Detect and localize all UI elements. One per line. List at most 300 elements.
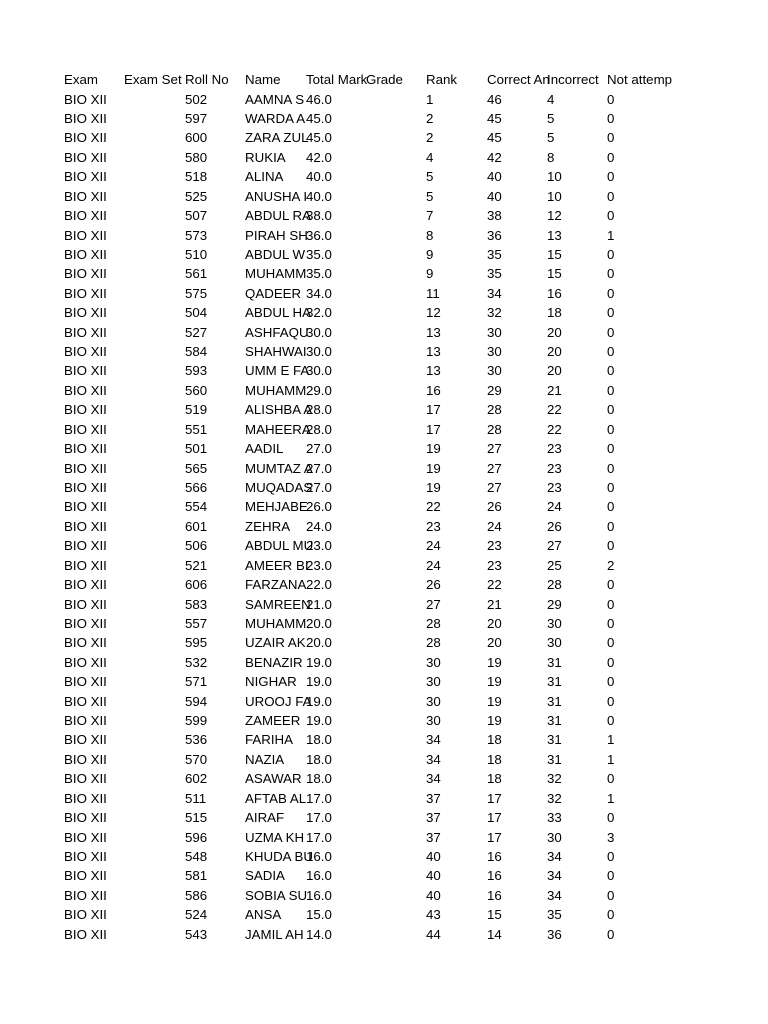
cell-incorrect: 15	[547, 246, 562, 262]
cell-name: MAHEERA	[245, 421, 311, 437]
cell-correct: 27	[487, 480, 502, 495]
cell-not-attempted: 1	[607, 227, 615, 243]
cell-correct: 38	[487, 208, 502, 224]
table-row	[64, 789, 684, 808]
cell-exam: BIO XII	[64, 926, 107, 942]
cell-not-attempted: 0	[607, 848, 615, 864]
cell-not-attempted: 0	[607, 907, 615, 923]
table-row	[64, 711, 684, 730]
cell-total-mark: 30.0	[306, 344, 332, 360]
cell-not-attempted: 1	[607, 751, 615, 767]
table-row	[64, 206, 684, 225]
cell-roll-no: 570	[185, 751, 208, 767]
cell-rank: 16	[426, 382, 441, 398]
cell-rank: 30	[426, 654, 441, 670]
cell-roll-no: 602	[185, 771, 208, 787]
cell-incorrect: 5	[547, 130, 555, 146]
cell-roll-no: 548	[185, 848, 208, 864]
cell-not-attempted: 0	[607, 713, 615, 729]
cell-rank: 19	[426, 480, 441, 495]
cell-roll-no: 586	[185, 887, 208, 903]
cell-correct: 20	[487, 635, 502, 651]
cell-incorrect: 10	[547, 188, 562, 204]
cell-not-attempted: 0	[607, 130, 615, 146]
cell-incorrect: 30	[547, 829, 562, 845]
cell-roll-no: 581	[185, 868, 208, 884]
cell-correct: 28	[487, 421, 502, 437]
cell-incorrect: 31	[547, 713, 562, 729]
cell-not-attempted: 0	[607, 266, 615, 282]
cell-exam: BIO XII	[64, 344, 107, 360]
cell-correct: 32	[487, 305, 502, 321]
cell-name: SOBIA SU	[245, 887, 308, 903]
cell-name: ASAWAR	[245, 771, 302, 787]
cell-incorrect: 29	[547, 596, 562, 612]
table-row	[64, 692, 684, 711]
cell-incorrect: 30	[547, 635, 562, 651]
cell-total-mark: 20.0	[306, 615, 332, 631]
cell-rank: 17	[426, 402, 441, 418]
cell-incorrect: 26	[547, 518, 562, 534]
cell-name: QADEER	[245, 285, 302, 301]
cell-roll-no: 511	[185, 790, 207, 806]
cell-correct: 42	[487, 149, 502, 165]
cell-exam: BIO XII	[64, 557, 107, 573]
cell-incorrect: 21	[547, 382, 562, 398]
cell-name: AIRAF	[245, 810, 285, 826]
cell-rank: 4	[426, 149, 434, 165]
cell-correct: 17	[487, 790, 502, 806]
cell-correct: 27	[487, 460, 502, 476]
cell-name: ALISHBA A	[245, 402, 313, 418]
cell-not-attempted: 0	[607, 926, 615, 942]
cell-correct: 30	[487, 324, 502, 340]
cell-roll-no: 536	[185, 732, 208, 748]
cell-name: MUQADAS	[245, 480, 313, 495]
cell-total-mark: 24.0	[306, 518, 332, 534]
header-total-mark: Total Mark	[306, 72, 368, 87]
cell-total-mark: 42.0	[306, 149, 332, 165]
cell-name: NIGHAR	[245, 674, 297, 690]
cell-name: RUKIA	[245, 149, 286, 165]
cell-rank: 30	[426, 674, 441, 690]
table-row	[64, 828, 684, 847]
cell-exam: BIO XII	[64, 577, 107, 593]
cell-total-mark: 17.0	[306, 829, 332, 845]
cell-rank: 9	[426, 246, 434, 262]
cell-correct: 35	[487, 266, 502, 282]
cell-not-attempted: 0	[607, 460, 615, 476]
cell-correct: 40	[487, 169, 502, 185]
cell-total-mark: 28.0	[306, 421, 332, 437]
cell-incorrect: 20	[547, 363, 562, 379]
cell-roll-no: 580	[185, 149, 208, 165]
cell-total-mark: 23.0	[306, 538, 332, 554]
cell-roll-no: 601	[185, 518, 208, 534]
table-row	[64, 342, 684, 361]
cell-total-mark: 18.0	[306, 771, 332, 787]
cell-roll-no: 515	[185, 810, 208, 826]
cell-correct: 16	[487, 887, 502, 903]
cell-not-attempted: 0	[607, 615, 615, 631]
cell-correct: 29	[487, 382, 502, 398]
cell-roll-no: 571	[185, 674, 208, 690]
cell-correct: 15	[487, 907, 502, 923]
cell-correct: 34	[487, 285, 502, 301]
cell-incorrect: 31	[547, 693, 562, 709]
cell-exam: BIO XII	[64, 538, 107, 554]
cell-exam: BIO XII	[64, 829, 107, 845]
cell-rank: 5	[426, 169, 434, 185]
cell-correct: 17	[487, 810, 502, 826]
cell-rank: 5	[426, 188, 434, 204]
cell-rank: 13	[426, 324, 441, 340]
cell-correct: 24	[487, 518, 502, 534]
cell-roll-no: 518	[185, 169, 208, 185]
cell-roll-no: 519	[185, 402, 208, 418]
table-row	[64, 653, 684, 672]
cell-rank: 13	[426, 363, 441, 379]
cell-rank: 37	[426, 810, 441, 826]
table-row	[64, 556, 684, 575]
cell-incorrect: 31	[547, 732, 562, 748]
header-incorrect: Incorrect	[547, 72, 599, 87]
cell-name: ZAMEER	[245, 713, 301, 729]
header-exam-set: Exam Set	[124, 72, 182, 87]
table-row	[64, 730, 684, 749]
cell-incorrect: 30	[547, 615, 562, 631]
cell-total-mark: 22.0	[306, 577, 332, 593]
cell-incorrect: 23	[547, 441, 562, 457]
cell-correct: 20	[487, 615, 502, 631]
cell-name: JAMIL AH	[245, 926, 304, 942]
cell-exam: BIO XII	[64, 111, 107, 127]
cell-exam: BIO XII	[64, 91, 107, 107]
cell-name: ZEHRA	[245, 518, 291, 534]
cell-name: UZMA KH	[245, 829, 305, 845]
table-row	[64, 905, 684, 924]
cell-exam: BIO XII	[64, 654, 107, 670]
cell-total-mark: 16.0	[306, 887, 332, 903]
table-row	[64, 187, 684, 206]
cell-incorrect: 16	[547, 285, 562, 301]
cell-correct: 46	[487, 91, 502, 107]
cell-not-attempted: 1	[607, 790, 615, 806]
table-row	[64, 808, 684, 827]
table-row	[64, 245, 684, 264]
cell-exam: BIO XII	[64, 635, 107, 651]
cell-exam: BIO XII	[64, 790, 107, 806]
cell-not-attempted: 0	[607, 596, 615, 612]
cell-roll-no: 551	[185, 421, 208, 437]
cell-rank: 28	[426, 635, 441, 651]
cell-total-mark: 28.0	[306, 402, 332, 418]
cell-incorrect: 31	[547, 654, 562, 670]
cell-total-mark: 34.0	[306, 285, 332, 301]
cell-name: FARIHA	[245, 732, 294, 748]
cell-name: KHUDA BU	[245, 848, 313, 864]
table-row	[64, 400, 684, 419]
cell-correct: 17	[487, 829, 502, 845]
table-row	[64, 439, 684, 458]
cell-correct: 23	[487, 538, 502, 554]
cell-total-mark: 19.0	[306, 713, 332, 729]
cell-exam: BIO XII	[64, 460, 107, 476]
cell-rank: 17	[426, 421, 441, 437]
cell-total-mark: 40.0	[306, 188, 332, 204]
cell-roll-no: 532	[185, 654, 208, 670]
cell-correct: 36	[487, 227, 502, 243]
cell-not-attempted: 0	[607, 246, 615, 262]
cell-name: NAZIA	[245, 751, 285, 767]
cell-rank: 34	[426, 771, 441, 787]
cell-name: BENAZIR	[245, 654, 303, 670]
cell-correct: 45	[487, 111, 502, 127]
table-row	[64, 925, 684, 944]
cell-incorrect: 4	[547, 91, 555, 107]
cell-incorrect: 24	[547, 499, 562, 515]
table-row	[64, 128, 684, 147]
table-row	[64, 517, 684, 536]
cell-correct: 19	[487, 713, 502, 729]
header-row	[64, 70, 684, 89]
cell-rank: 19	[426, 441, 441, 457]
cell-exam: BIO XII	[64, 169, 107, 185]
header-rank: Rank	[426, 72, 458, 87]
cell-incorrect: 15	[547, 266, 562, 282]
cell-name: MUHAMM	[245, 382, 307, 398]
cell-total-mark: 29.0	[306, 382, 332, 398]
cell-not-attempted: 0	[607, 402, 615, 418]
table-row	[64, 886, 684, 905]
cell-total-mark: 30.0	[306, 324, 332, 340]
cell-incorrect: 31	[547, 751, 562, 767]
cell-roll-no: 561	[185, 266, 208, 282]
cell-roll-no: 596	[185, 829, 208, 845]
cell-rank: 37	[426, 829, 441, 845]
cell-rank: 28	[426, 615, 441, 631]
cell-total-mark: 36.0	[306, 227, 332, 243]
cell-rank: 40	[426, 848, 441, 864]
cell-exam: BIO XII	[64, 402, 107, 418]
cell-exam: BIO XII	[64, 810, 107, 826]
cell-exam: BIO XII	[64, 382, 107, 398]
cell-correct: 27	[487, 441, 502, 457]
cell-total-mark: 30.0	[306, 363, 332, 379]
cell-incorrect: 27	[547, 538, 562, 554]
cell-total-mark: 40.0	[306, 169, 332, 185]
cell-roll-no: 606	[185, 577, 208, 593]
header-not-attempted: Not attemp	[607, 72, 673, 87]
cell-incorrect: 32	[547, 790, 562, 806]
header-grade: Grade	[366, 72, 403, 87]
cell-roll-no: 521	[185, 557, 208, 573]
cell-exam: BIO XII	[64, 693, 107, 709]
table-row	[64, 148, 684, 167]
cell-name: ANUSHA I	[245, 188, 308, 204]
cell-not-attempted: 0	[607, 693, 615, 709]
header-name: Name	[245, 72, 281, 87]
cell-rank: 44	[426, 926, 441, 942]
cell-not-attempted: 0	[607, 382, 615, 398]
cell-name: UZAIR AK	[245, 635, 306, 651]
cell-roll-no: 583	[185, 596, 208, 612]
cell-roll-no: 599	[185, 713, 208, 729]
cell-correct: 40	[487, 188, 502, 204]
cell-total-mark: 18.0	[306, 751, 332, 767]
cell-rank: 30	[426, 713, 441, 729]
cell-incorrect: 34	[547, 848, 562, 864]
cell-correct: 45	[487, 130, 502, 146]
cell-roll-no: 573	[185, 227, 208, 243]
cell-name: UROOJ FA	[245, 693, 312, 709]
cell-not-attempted: 0	[607, 324, 615, 340]
cell-exam: BIO XII	[64, 713, 107, 729]
cell-name: SADIA	[245, 868, 285, 884]
cell-roll-no: 527	[185, 324, 208, 340]
cell-exam: BIO XII	[64, 227, 107, 243]
cell-exam: BIO XII	[64, 596, 107, 612]
cell-rank: 40	[426, 868, 441, 884]
cell-exam: BIO XII	[64, 421, 107, 437]
cell-not-attempted: 2	[607, 557, 615, 573]
table-row	[64, 478, 684, 497]
cell-not-attempted: 0	[607, 169, 615, 185]
cell-correct: 16	[487, 848, 502, 864]
cell-incorrect: 5	[547, 111, 555, 127]
cell-rank: 23	[426, 518, 441, 534]
cell-exam: BIO XII	[64, 868, 107, 884]
header-correct: Correct An	[487, 72, 550, 87]
cell-name: SHAHWAI	[245, 344, 307, 360]
cell-rank: 34	[426, 732, 441, 748]
cell-name: ZARA ZUL	[245, 130, 309, 146]
cell-not-attempted: 0	[607, 208, 615, 224]
cell-total-mark: 19.0	[306, 693, 332, 709]
cell-not-attempted: 0	[607, 654, 615, 670]
cell-exam: BIO XII	[64, 674, 107, 690]
cell-name: ABDUL HA	[245, 305, 312, 321]
cell-name: WARDA A	[245, 111, 306, 127]
cell-incorrect: 13	[547, 227, 562, 243]
table-row	[64, 672, 684, 691]
cell-total-mark: 16.0	[306, 868, 332, 884]
cell-incorrect: 36	[547, 926, 562, 942]
cell-incorrect: 23	[547, 480, 562, 495]
cell-roll-no: 506	[185, 538, 208, 554]
cell-correct: 16	[487, 868, 502, 884]
cell-incorrect: 12	[547, 208, 562, 224]
cell-correct: 19	[487, 674, 502, 690]
table-row	[64, 284, 684, 303]
cell-not-attempted: 0	[607, 363, 615, 379]
table-row	[64, 866, 684, 885]
cell-rank: 24	[426, 538, 441, 554]
cell-not-attempted: 0	[607, 285, 615, 301]
cell-roll-no: 524	[185, 907, 208, 923]
table-row	[64, 633, 684, 652]
cell-incorrect: 20	[547, 324, 562, 340]
table-row	[64, 323, 684, 342]
cell-correct: 21	[487, 596, 502, 612]
cell-total-mark: 32.0	[306, 305, 332, 321]
cell-not-attempted: 0	[607, 344, 615, 360]
cell-incorrect: 18	[547, 305, 562, 321]
cell-incorrect: 34	[547, 868, 562, 884]
table-row	[64, 420, 684, 439]
cell-total-mark: 27.0	[306, 460, 332, 476]
cell-total-mark: 18.0	[306, 732, 332, 748]
cell-correct: 18	[487, 771, 502, 787]
cell-name: MUMTAZ A	[245, 460, 313, 476]
cell-total-mark: 17.0	[306, 810, 332, 826]
cell-total-mark: 19.0	[306, 654, 332, 670]
cell-roll-no: 597	[185, 111, 208, 127]
cell-rank: 24	[426, 557, 441, 573]
cell-incorrect: 35	[547, 907, 562, 923]
cell-total-mark: 16.0	[306, 848, 332, 864]
cell-roll-no: 565	[185, 460, 208, 476]
header-roll-no: Roll No	[185, 72, 229, 87]
cell-correct: 18	[487, 732, 502, 748]
cell-total-mark: 14.0	[306, 926, 332, 942]
cell-correct: 23	[487, 557, 502, 573]
cell-total-mark: 35.0	[306, 246, 332, 262]
cell-incorrect: 25	[547, 557, 562, 573]
cell-correct: 28	[487, 402, 502, 418]
cell-not-attempted: 0	[607, 149, 615, 165]
cell-name: AAMNA S	[245, 91, 305, 107]
cell-rank: 8	[426, 227, 434, 243]
cell-roll-no: 543	[185, 926, 208, 942]
cell-rank: 19	[426, 460, 441, 476]
cell-name: MUHAMM	[245, 266, 307, 282]
table-row	[64, 614, 684, 633]
table-row	[64, 575, 684, 594]
cell-name: ANSA	[245, 907, 282, 923]
cell-name: ABDUL MU	[245, 538, 314, 554]
cell-not-attempted: 1	[607, 732, 615, 748]
table-row	[64, 167, 684, 186]
table-row	[64, 769, 684, 788]
cell-rank: 2	[426, 111, 434, 127]
cell-exam: BIO XII	[64, 208, 107, 224]
cell-exam: BIO XII	[64, 266, 107, 282]
cell-name: AMEER BI	[245, 557, 309, 573]
cell-exam: BIO XII	[64, 771, 107, 787]
cell-not-attempted: 0	[607, 111, 615, 127]
cell-incorrect: 31	[547, 674, 562, 690]
cell-correct: 19	[487, 693, 502, 709]
table-row	[64, 303, 684, 322]
cell-name: ASHFAQU	[245, 324, 309, 340]
table-row	[64, 226, 684, 245]
cell-incorrect: 32	[547, 771, 562, 787]
cell-exam: BIO XII	[64, 441, 107, 457]
cell-name: AFTAB AL	[245, 790, 307, 806]
cell-rank: 37	[426, 790, 441, 806]
cell-total-mark: 38.0	[306, 208, 332, 224]
table-row	[64, 264, 684, 283]
cell-correct: 22	[487, 577, 502, 593]
cell-not-attempted: 0	[607, 480, 615, 495]
cell-total-mark: 17.0	[306, 790, 332, 806]
cell-total-mark: 21.0	[306, 596, 332, 612]
cell-correct: 14	[487, 926, 502, 942]
cell-incorrect: 28	[547, 577, 562, 593]
cell-roll-no: 560	[185, 382, 208, 398]
cell-name: ABDUL RA	[245, 208, 312, 224]
